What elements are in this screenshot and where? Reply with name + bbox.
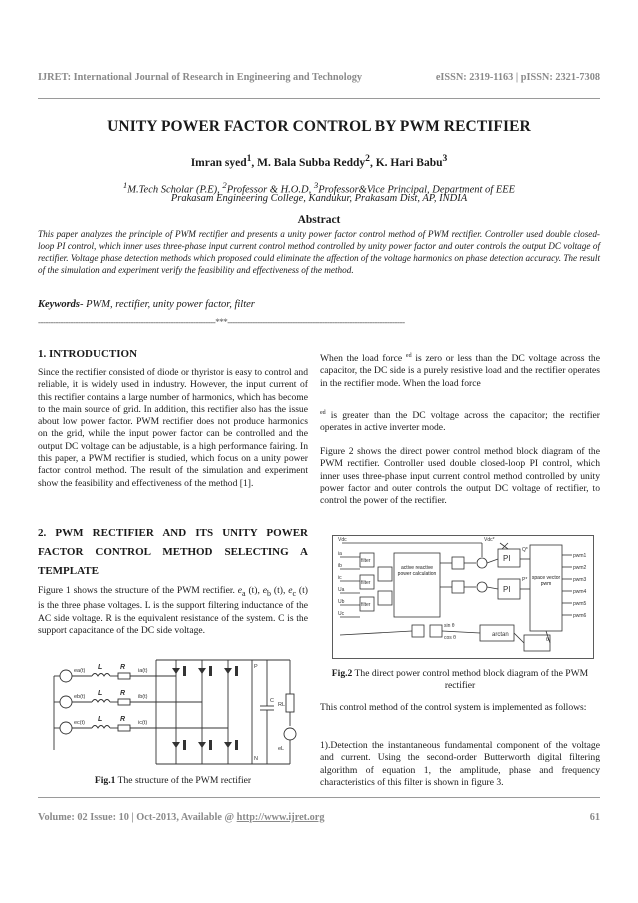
author-2-sup: 2 bbox=[365, 153, 370, 164]
footer-rule bbox=[38, 797, 600, 798]
abstract-heading: Abstract bbox=[297, 214, 341, 226]
fig1-label-ia: ia(t) bbox=[138, 668, 148, 674]
section-1-text: Since the rectifier consisted of diode or thyristor is easy to control and reliable, it is widely used in industry. However, the input current of this rectifier contains a large number of harmonics, which has become to the main source of grid. In addition, this rectifier also has the issue about low power factor. PWM rectifier does not produce harmonics on the grid, while the input power factor can be controlled and the output DC voltage can be adjustable, is a high performance fairing. In this paper, a PWM rectifier is studied, which focus on a unity power factor control method. The result of the simulation and experiment show the feasibility and effectiveness of the method [1]. bbox=[38, 367, 308, 489]
affil-text-2: Professor & H.O.D, bbox=[226, 184, 314, 196]
fig2-signal-theta: θ bbox=[546, 637, 549, 643]
keywords-text: - PWM, rectifier, unity power factor, filter bbox=[80, 299, 255, 310]
fig2-block-arctan: arctan bbox=[492, 632, 509, 638]
fig1-caption-label: Fig.1 bbox=[94, 775, 116, 786]
fig1-label-el: eL bbox=[278, 746, 285, 752]
fig2-pwm1: pwm1 bbox=[573, 553, 587, 559]
fig1-label-r2: R bbox=[120, 690, 126, 697]
fig2-label-ia: ia bbox=[338, 551, 342, 557]
fig2-pwm4: pwm4 bbox=[573, 589, 587, 595]
fig1-label-ic: ic(t) bbox=[138, 720, 148, 726]
fig2-signal-sin: sin θ bbox=[444, 623, 455, 629]
fig1-label-ea: ea(t) bbox=[74, 668, 86, 674]
running-header bbox=[38, 72, 600, 83]
var-eb-sub: b bbox=[267, 588, 272, 598]
fig1-label-ib: ib(t) bbox=[138, 694, 148, 700]
fig2-signal-vdc-ref: Vdc* bbox=[484, 537, 495, 543]
fig2-block-diagram bbox=[332, 535, 594, 659]
fig1-label-c: C bbox=[270, 698, 274, 704]
fig2-label-ic: ic bbox=[338, 575, 342, 581]
fig2-pwm2: pwm2 bbox=[573, 565, 587, 571]
author-3: , K. Hari Babu bbox=[369, 156, 443, 169]
fig2-caption bbox=[320, 668, 600, 692]
fig2-block-svpwm: space vector pwm bbox=[531, 575, 561, 587]
abstract-text: This paper analyzes the principle of PWM rectifier and presents a unity power factor control method of PWM rectifier. Controller used double closed-loop PI control, which inner uses three-phase input current control method controlled by unity power factor and outer controls the output DC voltage of rectifier. Voltage phase detection methods which proposed could eliminate the affection of the voltage harmonics on phase detection accuracy. The result of the simulation and experiment verify the feasibility and effectiveness of the method. bbox=[38, 229, 600, 275]
affil-text-1: M.Tech Scholar (P.E), bbox=[127, 184, 223, 196]
fig2-label-ub: Ub bbox=[338, 599, 345, 605]
affil-sup-2: 2 bbox=[222, 180, 227, 190]
fig2-block-filter-2: filter bbox=[361, 580, 371, 586]
fig1-label-eb: eb(t) bbox=[74, 694, 86, 700]
right-para-2 bbox=[320, 407, 600, 435]
right-para-1-a: When the load force bbox=[320, 353, 406, 365]
fig1-label-rl: RL bbox=[278, 702, 286, 708]
author-list bbox=[0, 153, 638, 169]
affil-sup-3: 3 bbox=[313, 180, 319, 190]
fig2-signal-p: P* bbox=[522, 577, 528, 583]
section-2-text-b: (t) is the three phase voltages. L is the support filtering inductance of the AC side voltage. R is the equivalent resistance of the system. C is the support capacitance of the DC side voltage. bbox=[38, 585, 308, 636]
right-para-5: 1).Detection the instantaneous fundamental component of the voltage and current. Using the second-order Butterworth digital filtering algorithm of equation 1, the amplitude, phase and frequency characteristics of this filter is shown in figure 3. bbox=[320, 740, 600, 788]
fig1-label-l2: L bbox=[98, 690, 103, 697]
right-para-3: Figure 2 shows the direct power control method block diagram of the PWM rectifier. Controller used double closed-loop PI control, which inner uses three-phase input current control method controlled by unity power factor and outer controls the output DC voltage of rectifier, to control the power of the rectifier. bbox=[320, 446, 600, 507]
section-2-text-t1: (t), bbox=[245, 585, 263, 596]
var-eb: e bbox=[262, 585, 268, 596]
author-1: Imran syed bbox=[190, 156, 247, 169]
fig2-signal-q: Q* bbox=[522, 547, 528, 553]
fig2-label-vdc: Vdc bbox=[338, 537, 347, 543]
right-para-2-text: is greater than the DC voltage across the capacitor; the rectifier operates in active inverter mode. bbox=[320, 410, 600, 434]
author-1-sup: 1 bbox=[246, 153, 252, 164]
footer-volume bbox=[38, 812, 325, 823]
fig2-label-ua: Ua bbox=[338, 587, 345, 593]
fig2-label-uc: Uc bbox=[338, 611, 345, 617]
fig1-label-p: P bbox=[254, 664, 258, 670]
var-ea: e bbox=[237, 585, 243, 596]
fig2-pwm6: pwm6 bbox=[573, 613, 587, 619]
author-2: , M. Bala Subba Reddy bbox=[251, 156, 366, 169]
fig1-label-l3: L bbox=[98, 716, 103, 723]
fig1-circuit-diagram bbox=[52, 654, 300, 772]
keywords bbox=[38, 299, 600, 310]
var-ed-1: ed bbox=[405, 353, 412, 359]
keywords-label: Keywords bbox=[38, 299, 80, 310]
fig2-caption-label: Fig.2 bbox=[331, 668, 353, 679]
fig1-label-r1: R bbox=[120, 664, 126, 671]
fig1-caption bbox=[38, 775, 308, 787]
journal-name: IJRET: International Journal of Research in Engineering and Technology bbox=[38, 72, 363, 83]
fig2-caption-text: The direct power control method block diagram of the PWM rectifier bbox=[352, 668, 589, 691]
running-footer bbox=[38, 812, 600, 823]
fig2-label-ib: ib bbox=[338, 563, 342, 569]
fig2-block-filter-1: filter bbox=[361, 558, 371, 564]
section-2-text bbox=[38, 585, 308, 637]
section-1-heading: 1. INTRODUCTION bbox=[38, 348, 138, 360]
affil-sup-1: 1 bbox=[122, 180, 128, 190]
affil-text-3: Professor&Vice Principal, Department of EEE bbox=[318, 184, 516, 196]
right-para-1 bbox=[320, 350, 600, 390]
fig2-pwm3: pwm3 bbox=[573, 577, 587, 583]
fig2-block-power-calc: active reactive power calculation bbox=[397, 565, 437, 577]
header-rule bbox=[38, 98, 600, 99]
section-2-text-t2: (t), bbox=[271, 585, 289, 596]
journal-link[interactable]: http://www.ijret.org bbox=[236, 812, 325, 823]
right-para-1-b: is zero or less than the DC voltage across the capacitor, the DC side is a purely resistive load and the rectifier operates in the rectifier mode. When the load force bbox=[320, 353, 600, 389]
section-separator: -----------------------------------------------------------------------***----------------------------------------------------------------------- bbox=[38, 317, 405, 327]
fig2-signal-cos: cos θ bbox=[444, 635, 456, 641]
author-3-sup: 3 bbox=[442, 153, 448, 164]
var-ea-sub: a bbox=[242, 588, 246, 598]
var-ec: e bbox=[288, 585, 293, 596]
fig1-label-r3: R bbox=[120, 716, 126, 723]
section-2-text-a: Figure 1 shows the structure of the PWM rectifier. bbox=[38, 585, 238, 596]
var-ec-sub: c bbox=[292, 588, 297, 598]
footer-volume-text: Volume: 02 Issue: 10 | Oct-2013, Available @ bbox=[38, 812, 237, 823]
right-para-4: This control method of the control system is implemented as follows: bbox=[320, 702, 587, 713]
fig2-block-pi-1: PI bbox=[503, 554, 511, 563]
var-ed-2: ed bbox=[320, 410, 326, 416]
section-2-heading: 2. PWM RECTIFIER AND ITS UNITY POWER FACTOR CONTROL METHOD SELECTING A TEMPLATE bbox=[38, 527, 308, 577]
fig1-label-n: N bbox=[254, 756, 258, 762]
paper-title: UNITY POWER FACTOR CONTROL BY PWM RECTIFIER bbox=[107, 118, 531, 135]
page-number: 61 bbox=[589, 812, 600, 823]
fig2-block-filter-3: filter bbox=[361, 602, 371, 608]
fig2-block-pi-2: PI bbox=[503, 585, 511, 594]
fig2-pwm5: pwm5 bbox=[573, 601, 587, 607]
fig1-label-ec: ec(t) bbox=[74, 720, 85, 726]
affiliation-line-2: Prakasam Engineering College, Kandukur, Prakasam Dist, AP, INDIA bbox=[170, 193, 468, 204]
fig1-caption-text: The structure of the PWM rectifier bbox=[115, 775, 252, 786]
issn: eISSN: 2319-1163 | pISSN: 2321-7308 bbox=[435, 72, 600, 83]
fig1-label-l1: L bbox=[98, 664, 103, 671]
